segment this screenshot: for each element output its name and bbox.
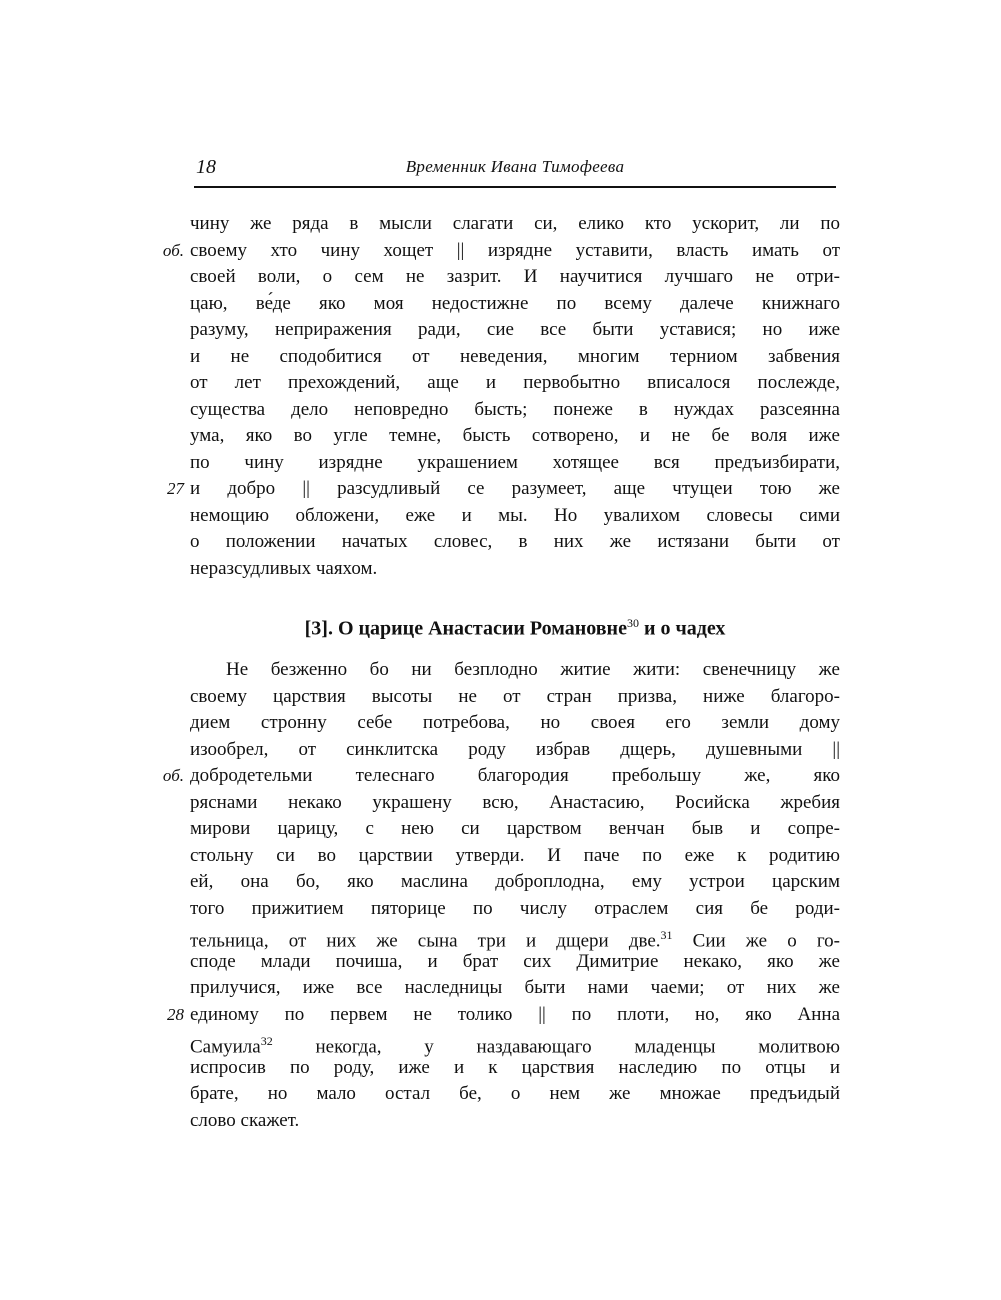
section-heading	[190, 616, 840, 641]
page-number: 18	[196, 156, 216, 178]
text-line-content: единому по первем не толико || по плоти, но, яко Анна	[190, 1003, 840, 1025]
text-line-content: и добро || разсудливый се разумеет, аще чтущеи тою же	[190, 478, 840, 499]
text-line: мирови царицу, с нею си царством венчан быв и сопре-	[190, 818, 840, 839]
text-line: существа дело неповредно бысть; понеже в нуждах разсеянна	[190, 398, 840, 420]
section-title: [3]. О царице Анастасии Романовне	[304, 617, 627, 640]
text-line: того прижитием пяторице по числу отраслем сия бе роди-	[190, 897, 840, 919]
footnote-marker: 31	[660, 928, 673, 942]
text-line	[190, 922, 840, 952]
text-line	[167, 1002, 840, 1029]
text-line	[167, 476, 840, 503]
text-line-content: Самуила	[190, 1036, 261, 1058]
paragraph-1	[162, 211, 840, 582]
text-line: изообрел, от синклитска роду избрав дщерь, душевными ||	[190, 738, 840, 760]
text-line: стольну си во царствии утверди. И паче по еже к родитию	[190, 844, 840, 866]
text-line: дием стронну себе потребова, но своея его земли дому	[190, 712, 840, 733]
text-line-continuation: некогда, у наздавающаго младенцы молитвою	[315, 1036, 841, 1058]
text-line: своему царствия высоты не от стран призва, ниже благоро-	[190, 685, 840, 707]
text-line: разуму, неприражения ради, сие все быти уставися; но иже	[190, 319, 840, 340]
text-line: прилучися, иже все наследницы быти нами чаеми; от них же	[190, 977, 840, 998]
text-line: немощию обложени, еже и мы. Но увалихом словесы сими	[190, 504, 840, 526]
text-line	[162, 238, 840, 265]
running-title: Временник Ивана Тимофеева	[405, 157, 625, 176]
text-line	[190, 1028, 841, 1058]
text-line: ей, она бо, яко маслина доброплодна, ему устрои царским	[190, 871, 840, 892]
text-line: слово скажет.	[190, 1109, 300, 1131]
text-line-continuation: Сии же о го-	[692, 930, 840, 952]
text-line: брате, но мало остал бе, о нем же множае предъидый	[190, 1083, 840, 1104]
text-line: ряснами некако украшену всю, Анастасию, Росийска жребия	[190, 791, 840, 813]
text-line-content: своему хто чину хощет || изрядне уставити, власть имать от	[190, 239, 840, 261]
section-title-end: и о чадех	[643, 617, 726, 640]
text-line: Не безженно бо ни безплодно житие жити: свенечницу же	[226, 659, 840, 680]
margin-note-folio: 28	[167, 1004, 184, 1024]
text-line	[162, 763, 840, 790]
text-line: и не сподобитися от неведения, многим терниом забвения	[190, 345, 840, 367]
text-line: своей воли, о сем не зазрит. И научитися лучшаго не отри-	[190, 266, 840, 287]
footnote-marker: 32	[260, 1034, 273, 1048]
text-line: ума, яко во угле темне, бысть сотворено, и не бе воля иже	[190, 425, 840, 446]
text-line: о положении начатых словес, в них же истязани быти от	[190, 531, 840, 552]
margin-note-verso: об.	[162, 240, 184, 260]
text-line: сподe млади почиша, и брат сих Димитрие некако, яко же	[190, 950, 840, 972]
text-line: испросив по роду, иже и к царствия наследию по отцы и	[190, 1056, 840, 1078]
margin-note-folio: 27	[167, 479, 184, 498]
text-line: чину же ряда в мысли слагати си, елико кто ускорит, ли по	[190, 213, 840, 234]
text-line-content: добродетельми телеснаго благородия пребольшу же, яко	[190, 765, 840, 786]
margin-note-verso: об.	[162, 766, 184, 785]
page-header	[194, 152, 836, 188]
text-line: неразсудливых чаяхом.	[190, 557, 378, 579]
text-line: от лет прехождений, аще и первобытно вписалося послежде,	[190, 372, 840, 393]
text-line: цаю, ве́де яко моя недостижне по всему далече книжнаго	[190, 292, 840, 314]
paragraph-2	[162, 657, 841, 1134]
text-line-content: тельница, от них же сына три и дщери две.	[190, 930, 661, 952]
footnote-marker: 30	[626, 616, 639, 630]
text-line: по чину изрядне украшением хотящее вся предъизбирати,	[190, 451, 840, 473]
